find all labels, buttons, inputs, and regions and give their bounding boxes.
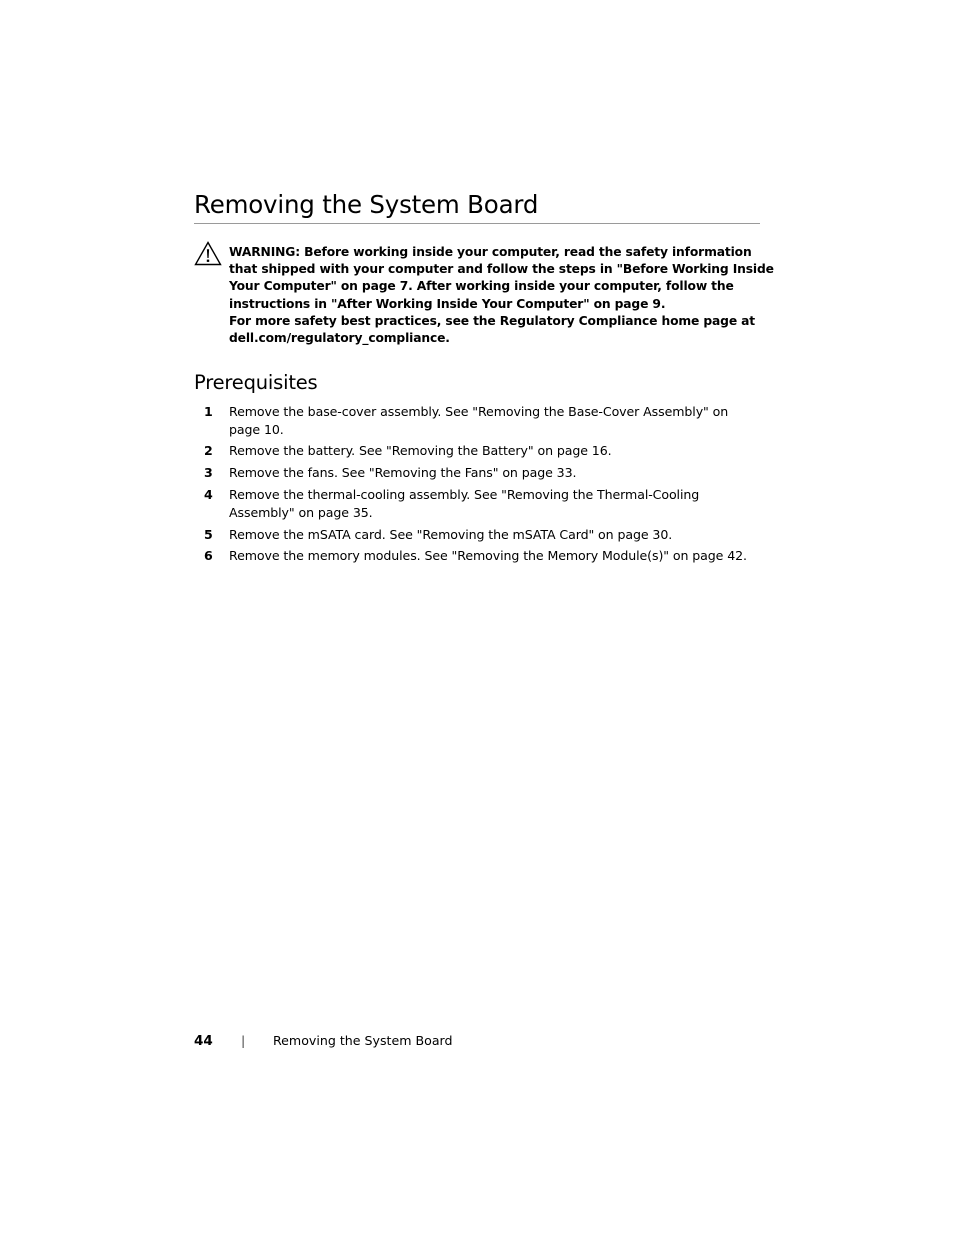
warning-triangle-icon [194,241,222,266]
warning-line: dell.com/regulatory_compliance. [229,331,450,346]
footer-separator: | [241,1033,246,1048]
list-item [194,403,774,438]
prerequisites-heading: Prerequisites [194,371,318,394]
step-text: Remove the memory modules. See "Removing the Memory Module(s)" on page 42. [229,548,747,564]
warning-line: Your Computer" on page 7. After working inside your computer, follow the [229,279,734,294]
list-item [194,486,774,521]
step-text: Assembly" on page 35. [229,504,373,520]
step-number: 4 [204,487,213,503]
step-number: 5 [204,526,213,542]
warning-line: that shipped with your computer and follow the steps in "Before Working Inside [229,262,774,277]
list-item [194,464,774,482]
prerequisites-list [194,403,774,569]
step-text: Remove the mSATA card. See "Removing the mSATA Card" on page 30. [229,526,673,542]
list-item [194,442,774,460]
step-number: 2 [204,443,213,459]
footer-title: Removing the System Board [273,1033,453,1048]
list-item [194,547,774,565]
page-number: 44 [194,1033,213,1049]
step-number: 6 [204,548,213,564]
step-text: Remove the battery. See "Removing the Battery" on page 16. [229,443,612,459]
step-text: page 10. [229,421,284,437]
step-text: Remove the fans. See "Removing the Fans" on page 33. [229,465,577,481]
warning-line: For more safety best practices, see the Regulatory Compliance home page at [229,313,756,328]
step-number: 3 [204,465,213,481]
step-number: 1 [204,404,213,419]
warning-line: instructions in "After Working Inside Your Computer" on page 9. [229,296,666,311]
warning-message [229,244,774,347]
step-text: Remove the thermal-cooling assembly. See "Removing the Thermal-Cooling [229,487,700,503]
step-text: Remove the base-cover assembly. See "Removing the Base-Cover Assembly" on [229,404,729,419]
list-item [194,526,774,544]
page-title: Removing the System Board [194,190,539,219]
title-divider [194,223,760,224]
warning-line: WARNING: Before working inside your computer, read the safety information [229,245,752,259]
